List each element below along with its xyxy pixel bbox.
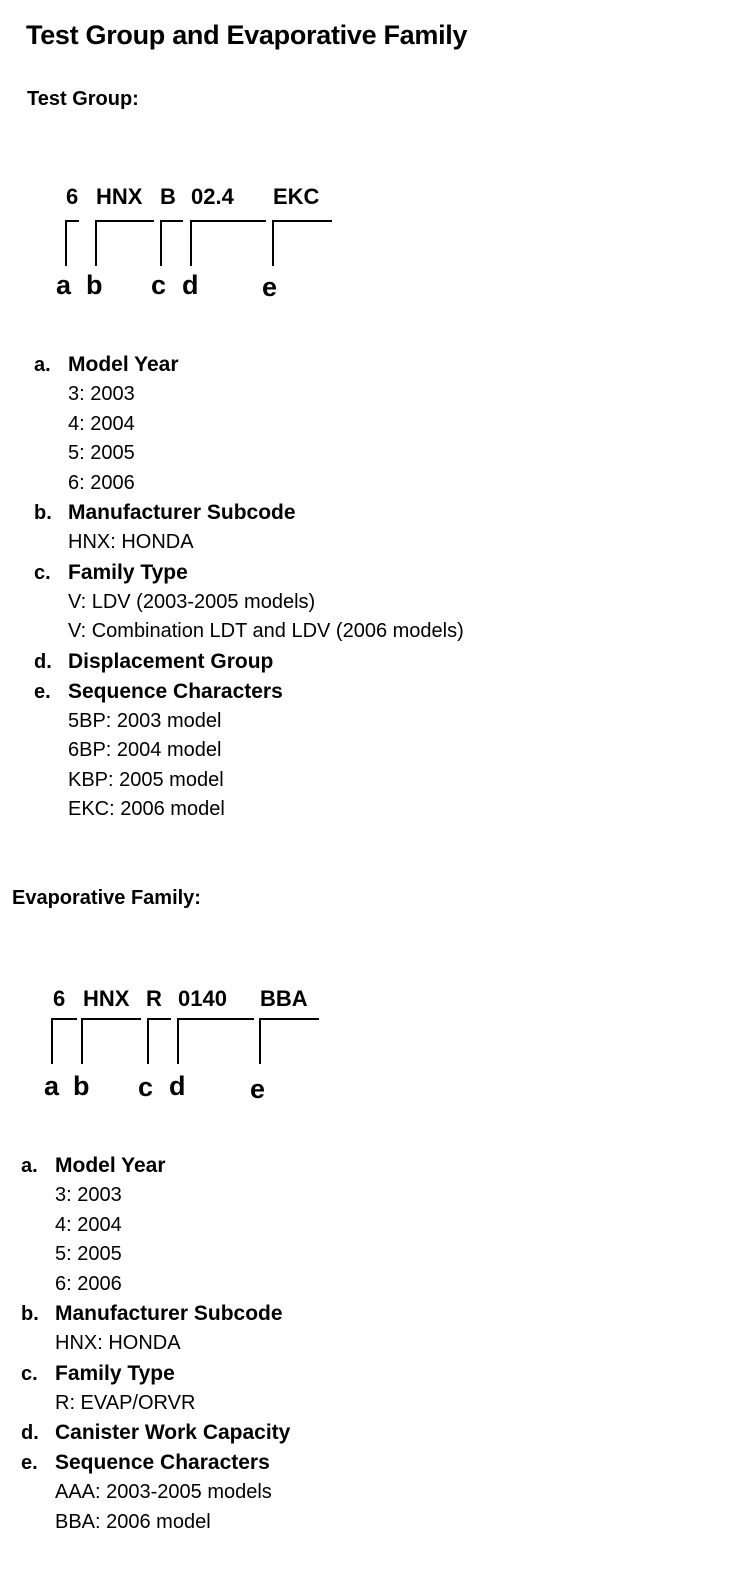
- bracket-line: [190, 220, 266, 266]
- item-title: Manufacturer Subcode: [68, 501, 296, 524]
- option: 3: 2003: [55, 1184, 122, 1206]
- item-title: Sequence Characters: [55, 1451, 270, 1474]
- bracket-line: [51, 1018, 77, 1064]
- code-letter: a: [56, 270, 72, 300]
- definition-list: [21, 1151, 291, 1537]
- code-segment: 02.4: [191, 184, 234, 209]
- item-key: e.: [21, 1452, 38, 1474]
- item-key: d.: [34, 650, 52, 673]
- code-letter: b: [73, 1071, 90, 1101]
- option: 6BP: 2004 model: [68, 739, 222, 761]
- bracket-line: [272, 220, 332, 266]
- option: HNX: HONDA: [55, 1332, 181, 1354]
- option: EKC: 2006 model: [68, 798, 225, 820]
- definition-item: [21, 1418, 291, 1448]
- code-letter: c: [151, 270, 167, 300]
- item-title: Manufacturer Subcode: [55, 1302, 283, 1325]
- item-key: d.: [21, 1422, 39, 1444]
- bracket-line: [177, 1018, 254, 1064]
- code-segment: B: [160, 184, 176, 209]
- test-group-label: Test Group:: [27, 88, 139, 110]
- code-segment: 0140: [178, 986, 227, 1011]
- item-key: c.: [34, 561, 51, 584]
- code-letter: a: [44, 1071, 60, 1101]
- code-segment: 6: [66, 184, 79, 209]
- option: AAA: 2003-2005 models: [55, 1481, 272, 1503]
- item-key: e.: [34, 680, 51, 703]
- item-title: Family Type: [55, 1361, 175, 1385]
- option: 6: 2006: [55, 1272, 122, 1295]
- definition-item: [34, 558, 464, 647]
- option: 5: 2005: [68, 442, 135, 464]
- definition-item: [34, 647, 464, 677]
- definition-item: [21, 1359, 290, 1419]
- option: KBP: 2005 model: [68, 768, 224, 791]
- bracket-line: [65, 220, 79, 266]
- option: 4: 2004: [55, 1213, 122, 1236]
- bracket-line: [259, 1018, 319, 1064]
- code-segment: R: [146, 986, 162, 1011]
- item-key: b.: [21, 1303, 39, 1325]
- code-letter: d: [182, 270, 199, 300]
- definition-item: [21, 1299, 290, 1359]
- code-segment: HNX: [96, 184, 143, 209]
- option: BBA: 2006 model: [55, 1510, 211, 1533]
- code-letter: b: [86, 270, 103, 300]
- bracket-line: [147, 1018, 171, 1064]
- definition-list: [34, 350, 464, 825]
- code-letter: d: [169, 1071, 186, 1101]
- definition-item: [34, 677, 464, 825]
- definition-item: [21, 1151, 290, 1299]
- option: 3: 2003: [68, 383, 135, 405]
- code-letter: e: [250, 1074, 266, 1104]
- option: HNX: HONDA: [68, 531, 194, 553]
- item-key: b.: [34, 502, 52, 524]
- code-segment: EKC: [273, 184, 320, 209]
- code-letter: e: [262, 272, 278, 302]
- option: R: EVAP/ORVR: [55, 1391, 196, 1414]
- code-segment: BBA: [260, 986, 308, 1011]
- code-segment: HNX: [83, 986, 130, 1011]
- item-key: c.: [21, 1362, 38, 1385]
- item-title: Family Type: [68, 560, 188, 584]
- option: V: Combination LDT and LDV (2006 models): [68, 620, 464, 642]
- item-title: Model Year: [68, 353, 179, 376]
- item-title: Canister Work Capacity: [55, 1421, 291, 1444]
- item-title: Sequence Characters: [68, 679, 283, 703]
- definition-item: [34, 350, 464, 498]
- option: 5: 2005: [55, 1243, 122, 1265]
- bracket-line: [95, 220, 154, 266]
- option: 5BP: 2003 model: [68, 709, 222, 732]
- item-key: a.: [34, 354, 51, 376]
- option: 6: 2006: [68, 471, 135, 494]
- code-letter: c: [138, 1072, 154, 1102]
- option: 4: 2004: [68, 412, 135, 435]
- code-segment: 6: [53, 986, 66, 1011]
- item-title: Model Year: [55, 1154, 166, 1177]
- bracket-line: [160, 220, 183, 266]
- page-title: Test Group and Evaporative Family: [26, 20, 468, 50]
- item-title: Displacement Group: [68, 649, 274, 673]
- bracket-line: [81, 1018, 141, 1064]
- definition-item: [21, 1448, 290, 1537]
- option: V: LDV (2003-2005 models): [68, 590, 316, 613]
- evap-family-label: Evaporative Family:: [12, 887, 201, 909]
- definition-item: [34, 498, 464, 558]
- item-key: a.: [21, 1155, 38, 1177]
